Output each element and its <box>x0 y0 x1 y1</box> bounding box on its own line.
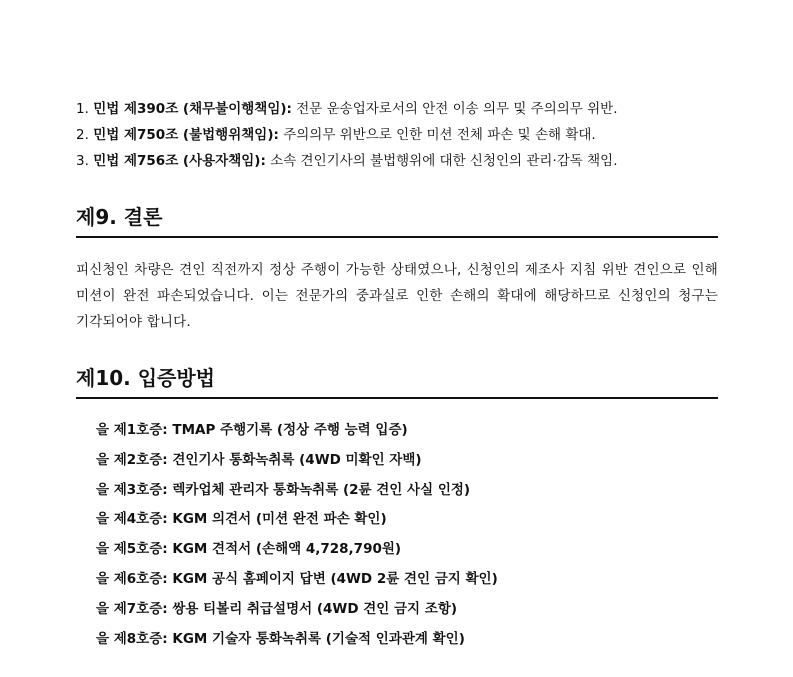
law-article: 민법 제390조 (채무불이행책임): <box>93 101 292 117</box>
evidence-item: 을 제7호증: 쌍용 티볼리 취급설명서 (4WD 견인 금지 조항) <box>96 600 458 617</box>
section-heading-conclusion: 제9. 결론 <box>76 205 718 238</box>
legal-basis-item <box>76 148 618 174</box>
list-number: 3. <box>76 153 89 169</box>
legal-basis-list <box>76 96 618 174</box>
law-description: 주의의무 위반으로 인한 미션 전체 파손 및 손해 확대. <box>278 127 596 143</box>
section-heading-evidence: 제10. 입증방법 <box>76 366 718 399</box>
evidence-item: 을 제6호증: KGM 공식 홈페이지 답변 (4WD 2륜 견인 금지 확인) <box>96 570 498 587</box>
evidence-list <box>96 416 498 654</box>
evidence-item: 을 제8호증: KGM 기술자 통화녹취록 (기술적 인과관계 확인) <box>96 630 465 647</box>
evidence-item: 을 제3호증: 렉카업체 관리자 통화녹취록 (2륜 견인 사실 인정) <box>96 481 471 498</box>
conclusion-paragraph: 피신청인 차량은 견인 직전까지 정상 주행이 가능한 상태였으나, 신청인의 제조사 지침 위반 견인으로 인해 미션이 완전 파손되었습니다. 이는 전문가의 중과실로 인한 손해의 확대에 해당하므로 신청인의 청구는 기각되어야 합니다. <box>76 262 718 330</box>
law-article: 민법 제756조 (사용자책임): <box>93 153 266 169</box>
evidence-item: 을 제2호증: 견인기사 통화녹취록 (4WD 미확인 자백) <box>96 451 422 468</box>
law-article: 민법 제750조 (불법행위책임): <box>93 127 279 143</box>
evidence-item: 을 제4호증: KGM 의견서 (미션 완전 파손 확인) <box>96 511 387 528</box>
legal-basis-item <box>76 122 618 148</box>
list-number: 2. <box>76 127 89 143</box>
evidence-item: 을 제5호증: KGM 견적서 (손해액 4,728,790원) <box>96 541 402 558</box>
law-description: 전문 운송업자로서의 안전 이송 의무 및 주의의무 위반. <box>291 101 618 117</box>
evidence-item: 을 제1호증: TMAP 주행기록 (정상 주행 능력 입증) <box>96 422 408 438</box>
list-number: 1. <box>76 101 89 117</box>
law-description: 소속 견인기사의 불법행위에 대한 신청인의 관리·감독 책임. <box>265 153 618 169</box>
legal-basis-item <box>76 96 618 122</box>
